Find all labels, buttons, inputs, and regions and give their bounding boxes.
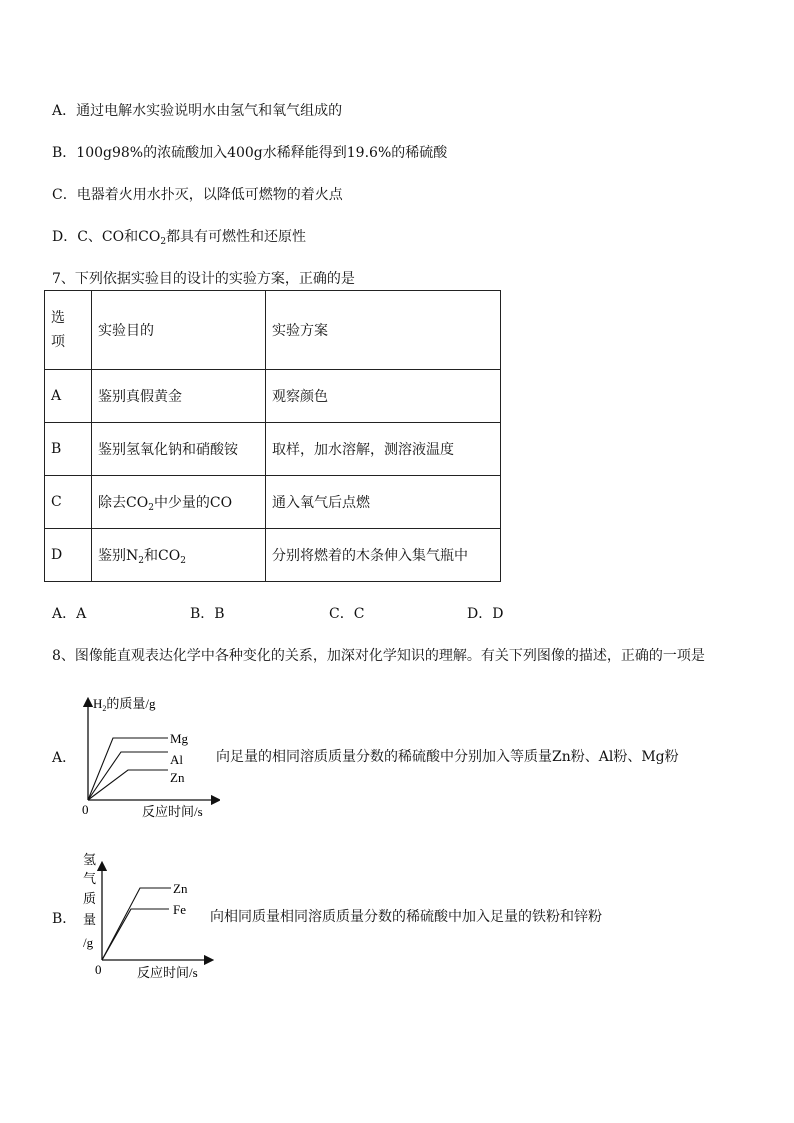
series-label-mg: Mg (170, 731, 189, 746)
header-goal: 实验目的 (92, 291, 266, 370)
series-line-al (88, 752, 168, 800)
x-axis-label: 反应时间/s (137, 965, 198, 980)
y-axis-label-char: 质 (83, 891, 97, 906)
table-row (45, 370, 501, 423)
row-goal-subscript: 2 (148, 503, 154, 513)
x-axis-label: 反应时间/s (142, 804, 203, 819)
row-goal-prefix: 除去CO (98, 495, 149, 511)
header-plan: 实验方案 (266, 291, 501, 370)
row-goal (92, 529, 266, 582)
q7-answer-b: B．B (190, 606, 225, 622)
q7-stem: 7、下列依据实验目的设计的实验方案，正确的是 (52, 271, 355, 287)
row-plan: 通入氧气后点燃 (266, 476, 501, 529)
y-axis-label-prefix: H (93, 696, 103, 711)
q6-option-d-prefix: D．C、CO和CO (52, 229, 161, 245)
q8-option-b-chart (75, 848, 215, 983)
header-option-line2: 项 (51, 334, 65, 350)
series-label-zn: Zn (170, 770, 185, 785)
y-axis-label (93, 696, 156, 713)
y-axis-label-subscript: 2 (102, 704, 107, 713)
q6-option-c: C．电器着火用水扑灭，以降低可燃物的着火点 (52, 187, 343, 203)
q8-option-b-description: 向相同质量相同溶质质量分数的稀硫酸中加入足量的铁粉和锌粉 (210, 909, 602, 925)
q6-option-a: A．通过电解水实验说明水由氢气和氧气组成的 (52, 103, 343, 119)
series-label-zn: Zn (173, 881, 188, 896)
row-option: D (45, 529, 92, 582)
row-option: A (45, 370, 92, 423)
q8-option-b-label: B． (52, 911, 77, 927)
q8-option-a-description: 向足量的相同溶质质量分数的稀硫酸中分别加入等质量Zn粉、Al粉、Mg粉 (216, 749, 679, 765)
table-row (45, 476, 501, 529)
origin-label: 0 (82, 802, 89, 817)
row-goal-prefix: 鉴别N (98, 548, 139, 564)
series-line-zn (88, 770, 168, 800)
q6-option-d-suffix: 都具有可燃性和还原性 (166, 229, 307, 245)
series-label-fe: Fe (173, 902, 186, 917)
row-plan: 观察颜色 (266, 370, 501, 423)
row-goal-suffix: 中少量的CO (153, 495, 233, 511)
y-axis-label-char: 量 (83, 912, 97, 927)
y-axis-label-char: 气 (83, 871, 97, 886)
row-goal: 鉴别氢氧化钠和硝酸铵 (92, 423, 266, 476)
row-goal-subscript-2: 2 (180, 556, 186, 566)
row-option: C (45, 476, 92, 529)
q8-option-a-label: A． (52, 750, 77, 766)
row-goal-subscript-1: 2 (138, 556, 144, 566)
row-goal-mid: 和CO (143, 548, 181, 564)
header-option (45, 291, 92, 370)
table-header-row (45, 291, 501, 370)
row-goal (92, 476, 266, 529)
q8-option-a-chart (70, 692, 220, 822)
table-row (45, 423, 501, 476)
q8-stem: 8、图像能直观表达化学中各种变化的关系，加深对化学知识的理解。有关下列图像的描述，正确的一项是 (52, 648, 705, 664)
row-plan: 分别将燃着的木条伸入集气瓶中 (266, 529, 501, 582)
row-plan: 取样，加水溶解，测溶液温度 (266, 423, 501, 476)
y-axis-label-char: 氢 (83, 852, 97, 867)
q7-answer-d: D．D (467, 606, 504, 622)
q6-option-d (52, 226, 306, 246)
series-line-zn (102, 888, 171, 960)
series-label-al: Al (170, 752, 183, 767)
row-option: B (45, 423, 92, 476)
q6-option-b: B．100g98%的浓硫酸加入400g水稀释能得到19.6%的稀硫酸 (52, 145, 448, 161)
y-axis-label-char: /g (83, 935, 94, 950)
table-row (45, 529, 501, 582)
q6-option-d-subscript: 2 (160, 237, 167, 247)
origin-label: 0 (95, 962, 102, 977)
y-axis-label-suffix: 的质量/g (106, 696, 156, 711)
row-goal: 鉴别真假黄金 (92, 370, 266, 423)
header-option-line1: 选 (51, 310, 65, 326)
series-line-fe (102, 909, 169, 960)
q7-answer-c: C．C (329, 606, 365, 622)
q7-table (44, 290, 501, 582)
q7-answer-a: A．A (52, 606, 87, 622)
